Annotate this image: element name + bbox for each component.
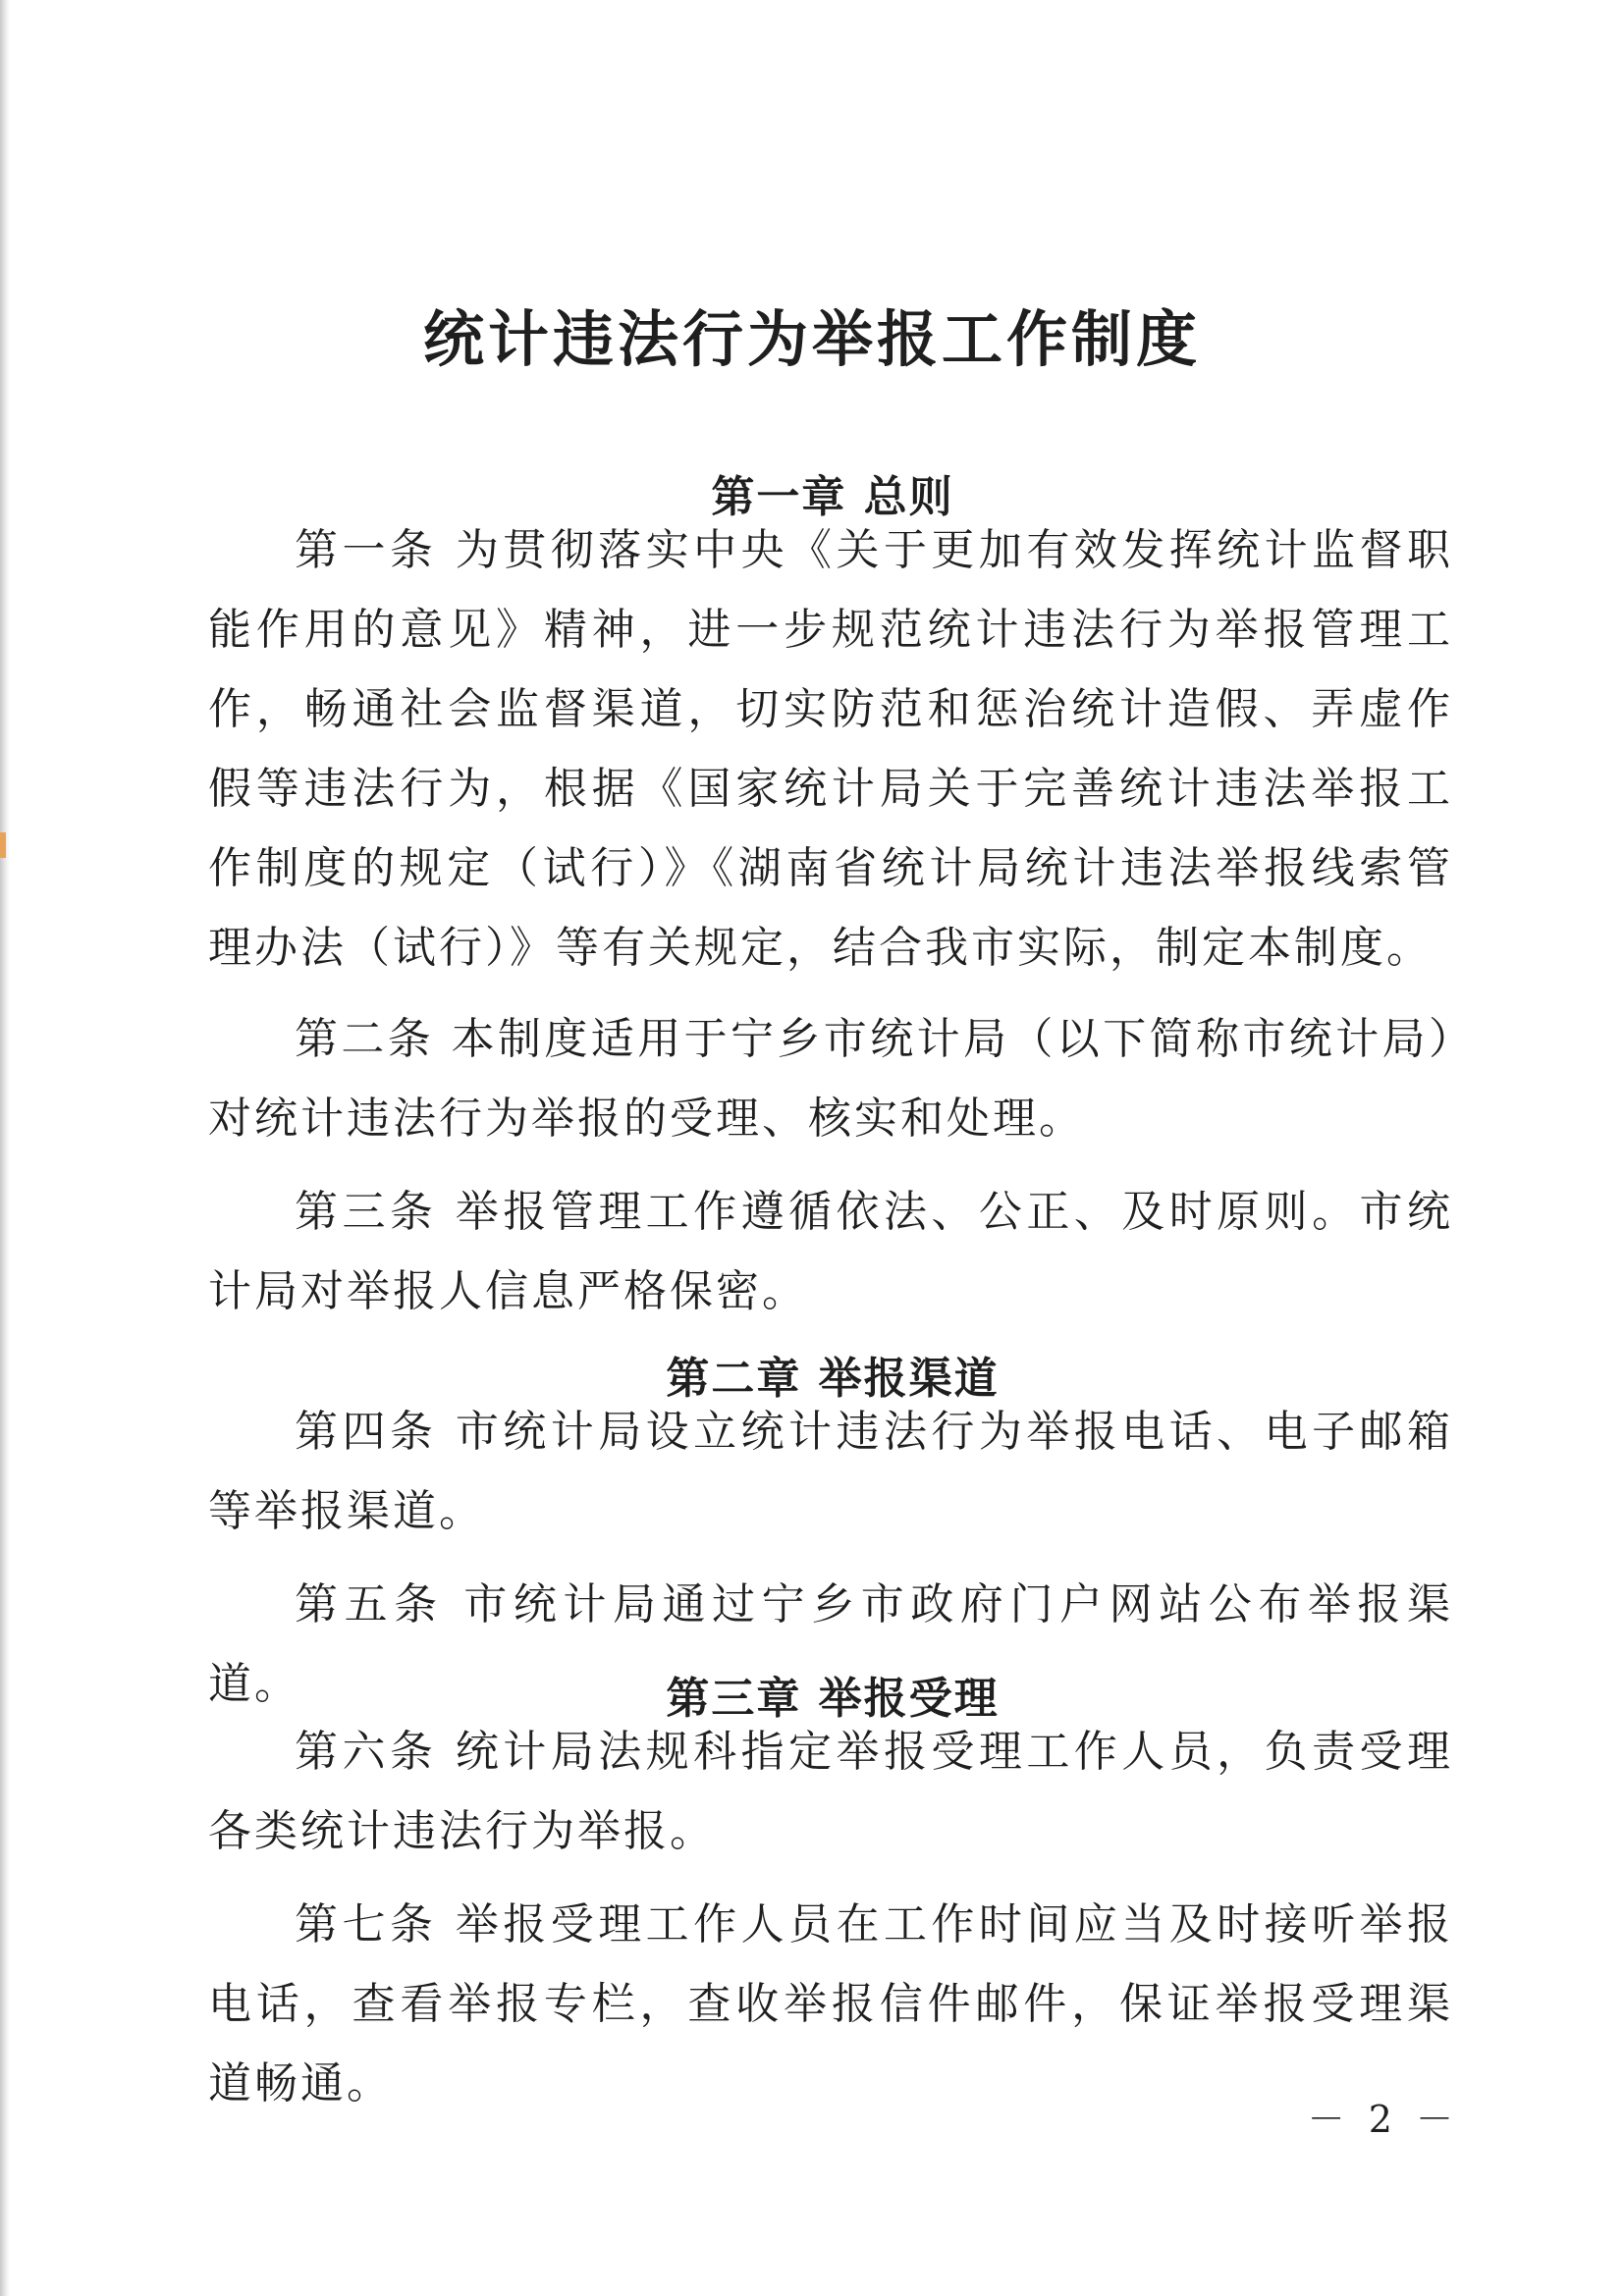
- article-7: 第七条 举报受理工作人员在工作时间应当及时接听举报电话，查看举报专栏，查收举报信件邮件，保证举报受理渠道畅通。: [208, 1899, 1453, 2109]
- page-number: － 2 －: [1307, 2098, 1459, 2141]
- article-1: 第一条 为贯彻落实中央《关于更加有效发挥统计监督职能作用的意见》精神，进一步规范统计违法行为举报管理工作，畅通社会监督渠道，切实防范和惩治统计造假、弄虚作假等违法行为，根据《国家统计局关于完善统计违法举报工作制度的规定（试行）》《湖南省统计局统计违法举报线索管理办法（试行）》等有关规定，结合我市实际，制定本制度。: [208, 525, 1453, 973]
- scan-mark: [0, 832, 6, 858]
- chapter-heading-1: 第一章 总则: [711, 472, 954, 522]
- article-5: 第五条 市统计局通过宁乡市政府门户网站公布举报渠道。: [208, 1579, 1453, 1709]
- article-3: 第三条 举报管理工作遵循依法、公正、及时原则。市统计局对举报人信息严格保密。: [208, 1187, 1453, 1316]
- article-4: 第四条 市统计局设立统计违法行为举报电话、电子邮箱等举报渠道。: [208, 1407, 1453, 1536]
- article-6: 第六条 统计局法规科指定举报受理工作人员，负责受理各类统计违法行为举报。: [208, 1727, 1453, 1856]
- document-title: 统计违法行为举报工作制度: [422, 303, 1201, 375]
- article-2: 第二条 本制度适用于宁乡市统计局（以下简称市统计局）对统计违法行为举报的受理、核实和处理。: [208, 1014, 1453, 1144]
- chapter-heading-3: 第三章 举报受理: [666, 1674, 1000, 1724]
- chapter-heading-2: 第二章 举报渠道: [666, 1354, 1000, 1404]
